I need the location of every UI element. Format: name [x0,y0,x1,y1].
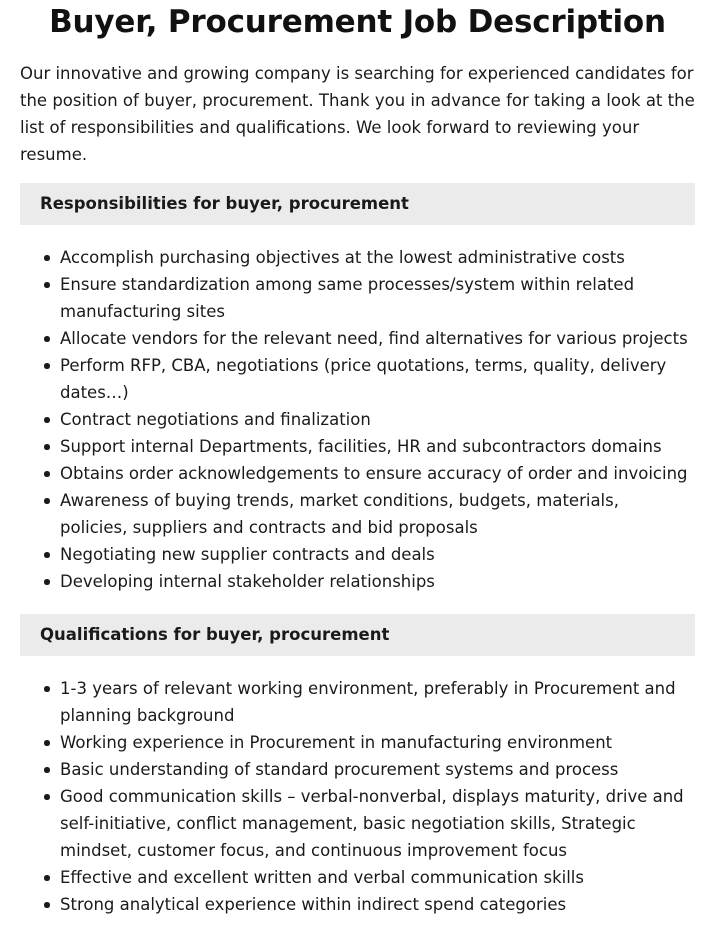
responsibility-item: Perform RFP, CBA, negotiations (price quotations, terms, quality, delivery dates…) [60,352,690,406]
responsibility-item: Support internal Departments, facilities, HR and subcontractors domains [60,433,690,460]
qualifications-list [0,675,690,918]
responsibility-item: Obtains order acknowledgements to ensure accuracy of order and invoicing [60,460,690,487]
responsibility-item: Allocate vendors for the relevant need, find alternatives for various projects [60,325,690,352]
responsibility-item: Negotiating new supplier contracts and deals [60,541,690,568]
responsibility-item: Accomplish purchasing objectives at the lowest administrative costs [60,244,690,271]
qualification-item: Strong analytical experience within indirect spend categories [60,891,690,918]
responsibility-item: Awareness of buying trends, market conditions, budgets, materials, policies, suppliers and contracts and bid proposals [60,487,690,541]
qualifications-heading: Qualifications for buyer, procurement [20,614,695,656]
intro-paragraph: Our innovative and growing company is searching for experienced candidates for the position of buyer, procurement. Thank you in advance for taking a look at the list of responsibilities and qualifications. We look forward to reviewing your resume. [20,64,695,164]
qualification-item: Basic understanding of standard procurement systems and process [60,756,690,783]
qualification-item: Effective and excellent written and verbal communication skills [60,864,690,891]
responsibility-item: Developing internal stakeholder relationships [60,568,690,595]
qualification-item: 1-3 years of relevant working environment, preferably in Procurement and planning background [60,675,690,729]
qualification-item: Working experience in Procurement in manufacturing environment [60,729,690,756]
responsibility-item: Contract negotiations and finalization [60,406,690,433]
responsibility-item: Ensure standardization among same processes/system within related manufacturing sites [60,271,690,325]
responsibilities-heading: Responsibilities for buyer, procurement [20,183,695,225]
page-title: Buyer, Procurement Job Description [49,4,666,40]
qualification-item: Good communication skills – verbal-nonverbal, displays maturity, drive and self-initiative, conflict management, basic negotiation skills, Strategic mindset, customer focus, and continuous improvement focus [60,783,690,864]
responsibilities-list [0,244,690,595]
